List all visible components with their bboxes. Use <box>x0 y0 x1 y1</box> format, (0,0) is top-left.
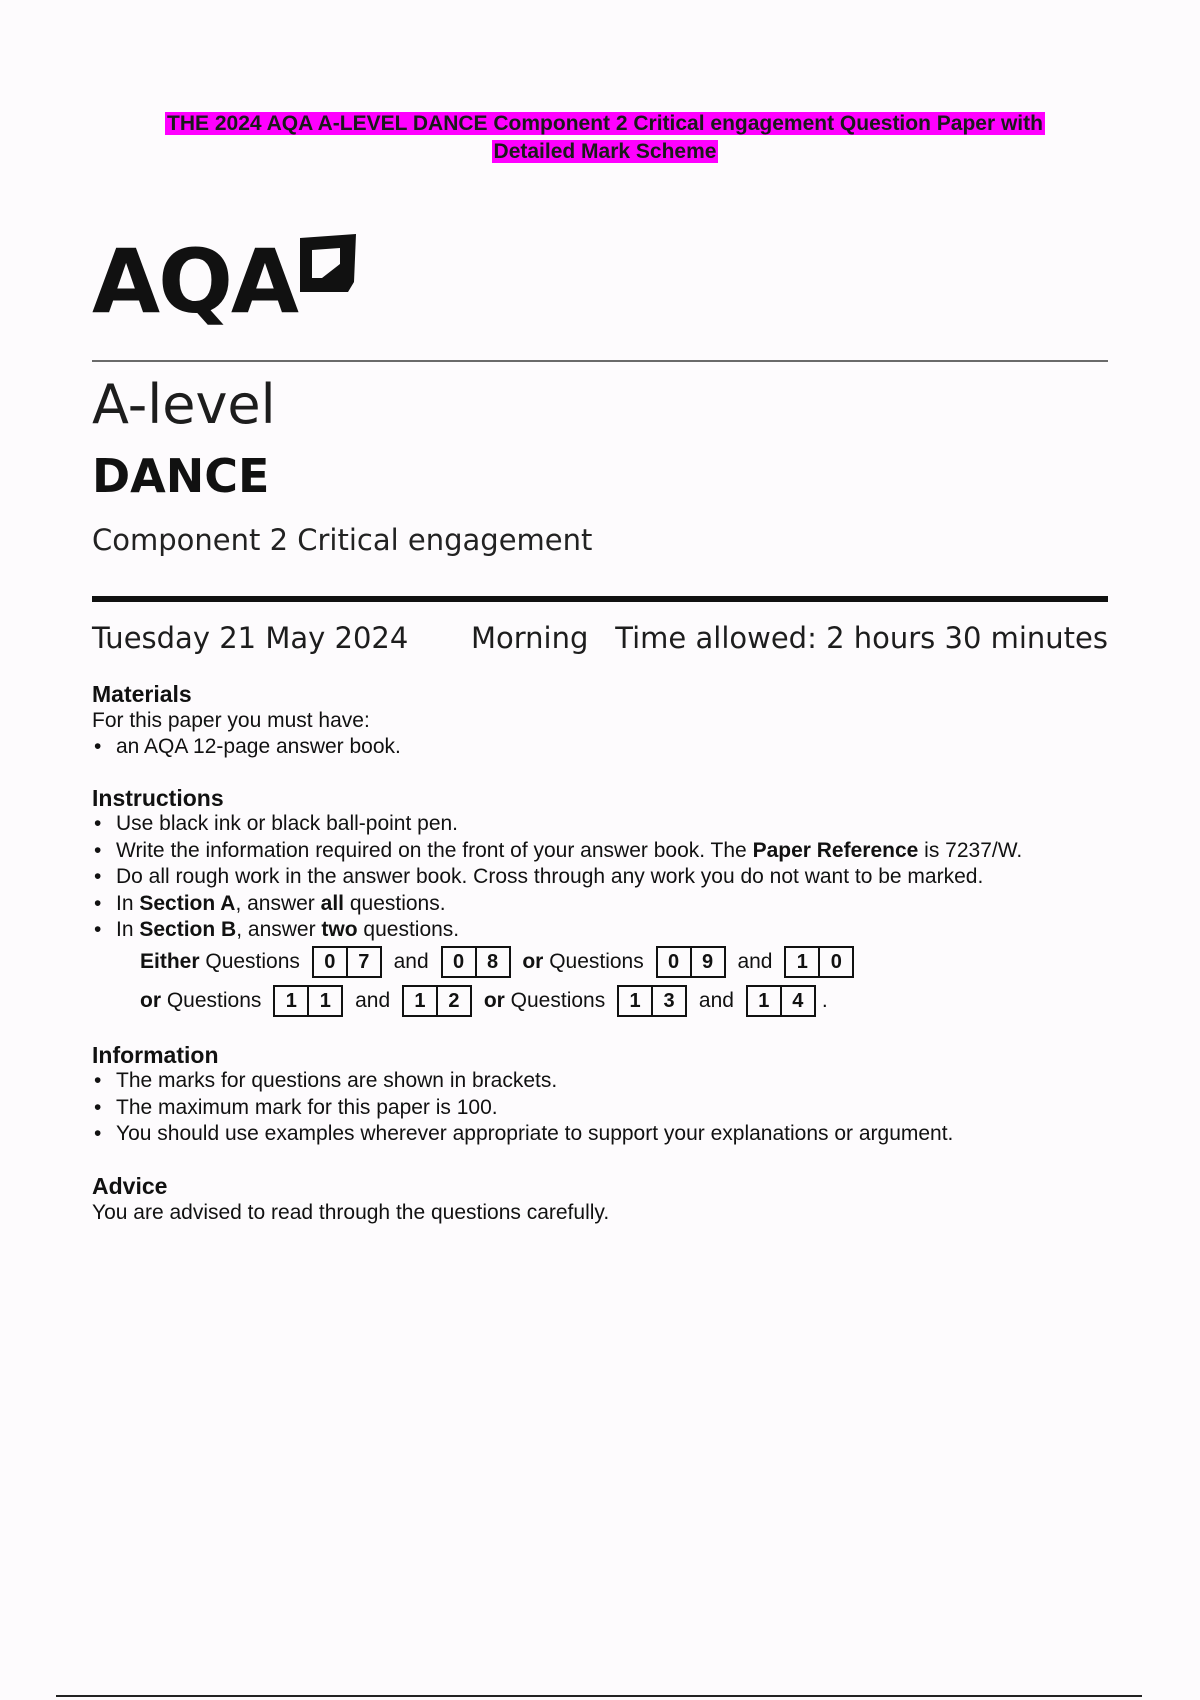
instruction-text: questions. <box>357 918 460 941</box>
exam-session: Morning <box>471 621 589 655</box>
question-number-box <box>746 985 816 1017</box>
digit: 2 <box>436 987 470 1015</box>
digit: 0 <box>818 948 852 976</box>
component-title: Component 2 Critical engagement <box>92 523 593 557</box>
questions-label: Questions <box>549 950 644 973</box>
instruction-emphasis: all <box>320 891 344 915</box>
or-label: or <box>483 989 505 1012</box>
instruction-text: Write the information required on the front of your answer book. The <box>116 838 753 862</box>
list-item: • Do all rough work in the answer book. Cross through any work you do not want to be marked. <box>92 864 1022 891</box>
digit: 3 <box>651 987 685 1015</box>
title-divider <box>92 596 1108 602</box>
instruction-text: , answer <box>236 918 322 941</box>
information-list <box>92 1068 953 1148</box>
advice-heading: Advice <box>92 1173 168 1199</box>
digit: 1 <box>307 987 341 1015</box>
instruction-text: questions. <box>344 891 446 915</box>
question-number-box <box>656 946 726 978</box>
digit: 9 <box>690 948 724 976</box>
digit: 1 <box>758 990 770 1013</box>
list-item <box>92 838 1022 865</box>
sentence-end: . <box>821 989 828 1012</box>
paper-reference-label: Paper Reference <box>752 838 919 862</box>
question-choice-line-2 <box>140 985 828 1017</box>
or-label: or <box>522 950 544 973</box>
digit: 0 <box>668 951 680 974</box>
section-a-label: Section A <box>139 891 236 915</box>
instruction-text: In <box>116 918 140 941</box>
materials-intro: For this paper you must have: <box>92 709 370 732</box>
exam-date: Tuesday 21 May 2024 <box>92 621 409 655</box>
header-divider <box>92 360 1108 362</box>
digit: 8 <box>475 948 509 976</box>
digit: 4 <box>780 987 814 1015</box>
question-number-box <box>402 985 472 1017</box>
questions-label: Questions <box>166 989 262 1012</box>
aqa-logo-text: AQA <box>92 230 298 333</box>
list-item: • You should use examples wherever appropriate to support your explanations or argument. <box>92 1121 953 1148</box>
question-choice-line-1 <box>140 946 860 978</box>
banner-line-2: Detailed Mark Scheme <box>493 140 717 163</box>
materials-heading: Materials <box>92 681 192 707</box>
instruction-text: , answer <box>235 891 321 915</box>
digit: 7 <box>346 948 380 976</box>
banner-line-1: THE 2024 AQA A-LEVEL DANCE Component 2 Critical engagement Question Paper with <box>167 112 1043 135</box>
aqa-tick-mark-icon <box>300 234 356 292</box>
questions-label: Questions <box>510 989 606 1012</box>
digit: 1 <box>285 990 297 1013</box>
information-heading: Information <box>92 1042 219 1068</box>
digit: 0 <box>324 951 336 974</box>
time-allowed: Time allowed: 2 hours 30 minutes <box>615 621 1108 655</box>
list-item: • The maximum mark for this paper is 100. <box>92 1095 953 1122</box>
and-label: and <box>737 950 773 973</box>
page-bottom-rule <box>56 1695 1142 1697</box>
qualification-level: A-level <box>92 373 276 436</box>
instructions-list <box>92 811 1022 944</box>
list-item <box>92 891 1022 918</box>
instruction-text: In <box>116 891 140 915</box>
questions-label: Questions <box>205 950 300 973</box>
and-label: and <box>355 989 391 1012</box>
or-label: or <box>140 989 161 1012</box>
instruction-emphasis: two <box>321 918 358 941</box>
document-title-banner <box>90 110 1120 166</box>
digit: 1 <box>796 951 808 974</box>
digit: 1 <box>629 990 641 1013</box>
and-label: and <box>393 950 429 973</box>
either-label: Either <box>140 950 200 973</box>
question-number-box <box>312 946 382 978</box>
question-number-box <box>617 985 687 1017</box>
digit: 1 <box>414 990 426 1013</box>
and-label: and <box>698 989 734 1012</box>
list-item: • an AQA 12-page answer book. <box>92 734 401 761</box>
question-number-box <box>441 946 511 978</box>
subject-title: DANCE <box>92 449 270 503</box>
list-item: • The marks for questions are shown in brackets. <box>92 1068 953 1095</box>
section-b-label: Section B <box>139 918 237 941</box>
materials-list <box>92 734 401 761</box>
question-number-box <box>273 985 343 1017</box>
instruction-text: is 7237/W. <box>918 838 1023 862</box>
advice-text: You are advised to read through the questions carefully. <box>92 1201 610 1224</box>
instructions-heading: Instructions <box>92 785 224 811</box>
digit: 0 <box>452 951 465 974</box>
question-number-box <box>784 946 854 978</box>
list-item: • Use black ink or black ball-point pen. <box>92 811 1022 838</box>
list-item <box>92 917 1022 944</box>
